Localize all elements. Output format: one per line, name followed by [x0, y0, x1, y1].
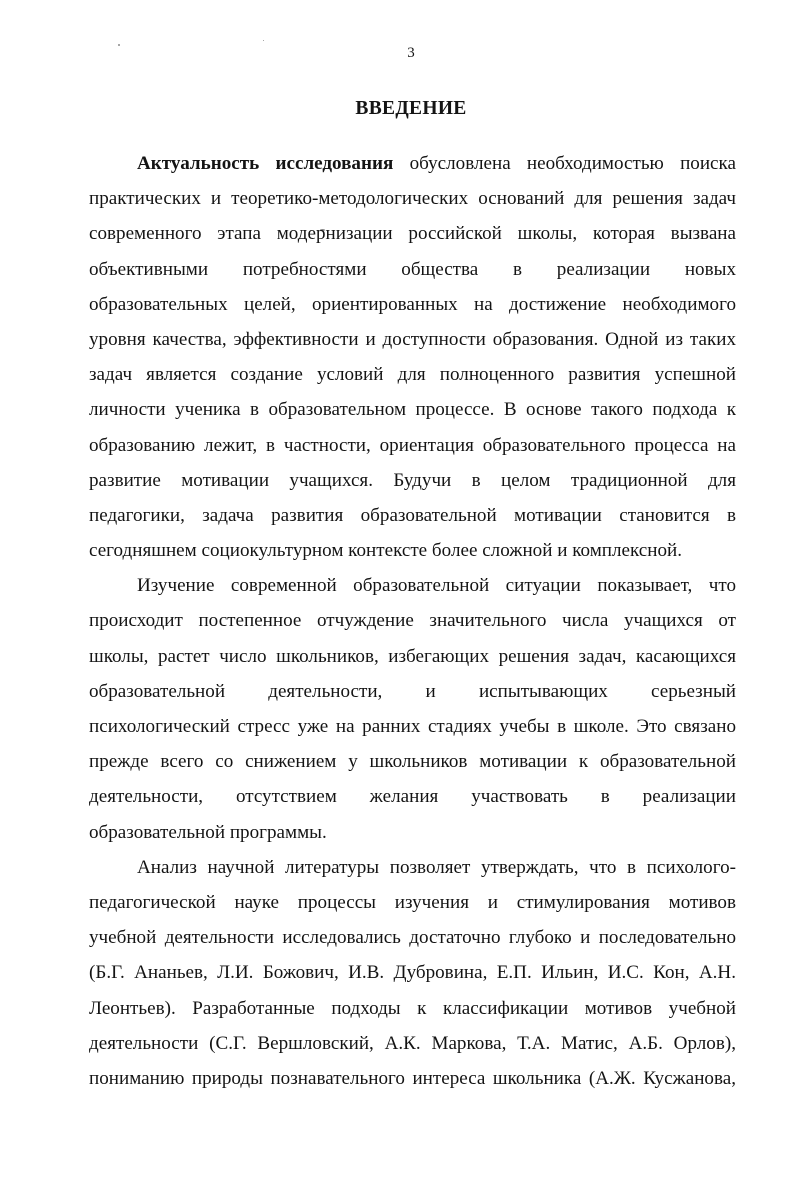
text-run: обусловлена необходимостью поиска — [393, 153, 736, 174]
text-line: образовательных целей, ориентированных на достижение необходимого — [89, 293, 736, 315]
text-line: уровня качества, эффективности и доступности образования. Одной из таких — [89, 328, 736, 350]
text-line: образовательной деятельности, и испытывающих серьезный — [89, 680, 736, 702]
scan-speck — [263, 40, 264, 41]
body-text — [89, 146, 736, 1096]
text-line: (Б.Г. Ананьев, Л.И. Божович, И.В. Дубровина, Е.П. Ильин, И.С. Кон, А.Н. — [89, 962, 736, 984]
text-line: учебной деятельности исследовались достаточно глубоко и последовательно — [89, 927, 736, 949]
text-line: педагогической науке процессы изучения и стимулирования мотивов — [89, 891, 736, 913]
text-line: Анализ научной литературы позволяет утверждать, что в психолого- — [137, 856, 736, 878]
text-line — [89, 146, 736, 181]
text-line: современного этапа модернизации российской школы, которая вызвана — [89, 223, 736, 245]
text-line: образовательной программы. — [89, 821, 327, 843]
text-line: прежде всего со снижением у школьников мотивации к образовательной — [89, 751, 736, 773]
text-line: психологический стресс уже на ранних стадиях учебы в школе. Это связано — [89, 716, 736, 737]
text-line: педагогики, задача развития образовательной мотивации становится в — [89, 504, 736, 526]
text-line: деятельности (С.Г. Вершловский, А.К. Маркова, Т.А. Матис, А.Б. Орлов), — [89, 1032, 736, 1054]
page-title: ВВЕДЕНИЕ — [355, 98, 467, 119]
text-line: практических и теоретико-методологических оснований для решения задач — [89, 188, 736, 210]
page-number: 3 — [407, 45, 415, 61]
text-line: объективными потребностями общества в реализации новых — [89, 258, 736, 280]
text-line: школы, растет число школьников, избегающих решения задач, касающихся — [89, 645, 736, 667]
text-line: развитие мотивации учащихся. Будучи в целом традиционной для — [89, 469, 736, 491]
text-line: происходит постепенное отчуждение значительного числа учащихся от — [89, 610, 736, 632]
bold-phrase: Актуальность исследования — [137, 153, 394, 174]
text-line: образованию лежит, в частности, ориентация образовательного процесса на — [89, 434, 736, 456]
text-line: деятельности, отсутствием желания участвовать в реализации — [89, 786, 736, 808]
text-line: Изучение современной образовательной ситуации показывает, что — [137, 575, 736, 597]
text-line: задач является создание условий для полноценного развития успешной — [89, 364, 736, 386]
text-line: личности ученика в образовательном процессе. В основе такого подхода к — [89, 399, 736, 421]
text-line: сегодняшнем социокультурном контексте более сложной и комплексной. — [89, 540, 683, 562]
text-line: Леонтьев). Разработанные подходы к классификации мотивов учебной — [89, 997, 736, 1019]
text-line: пониманию природы познавательного интереса школьника (А.Ж. Кусжанова, — [89, 1067, 736, 1089]
